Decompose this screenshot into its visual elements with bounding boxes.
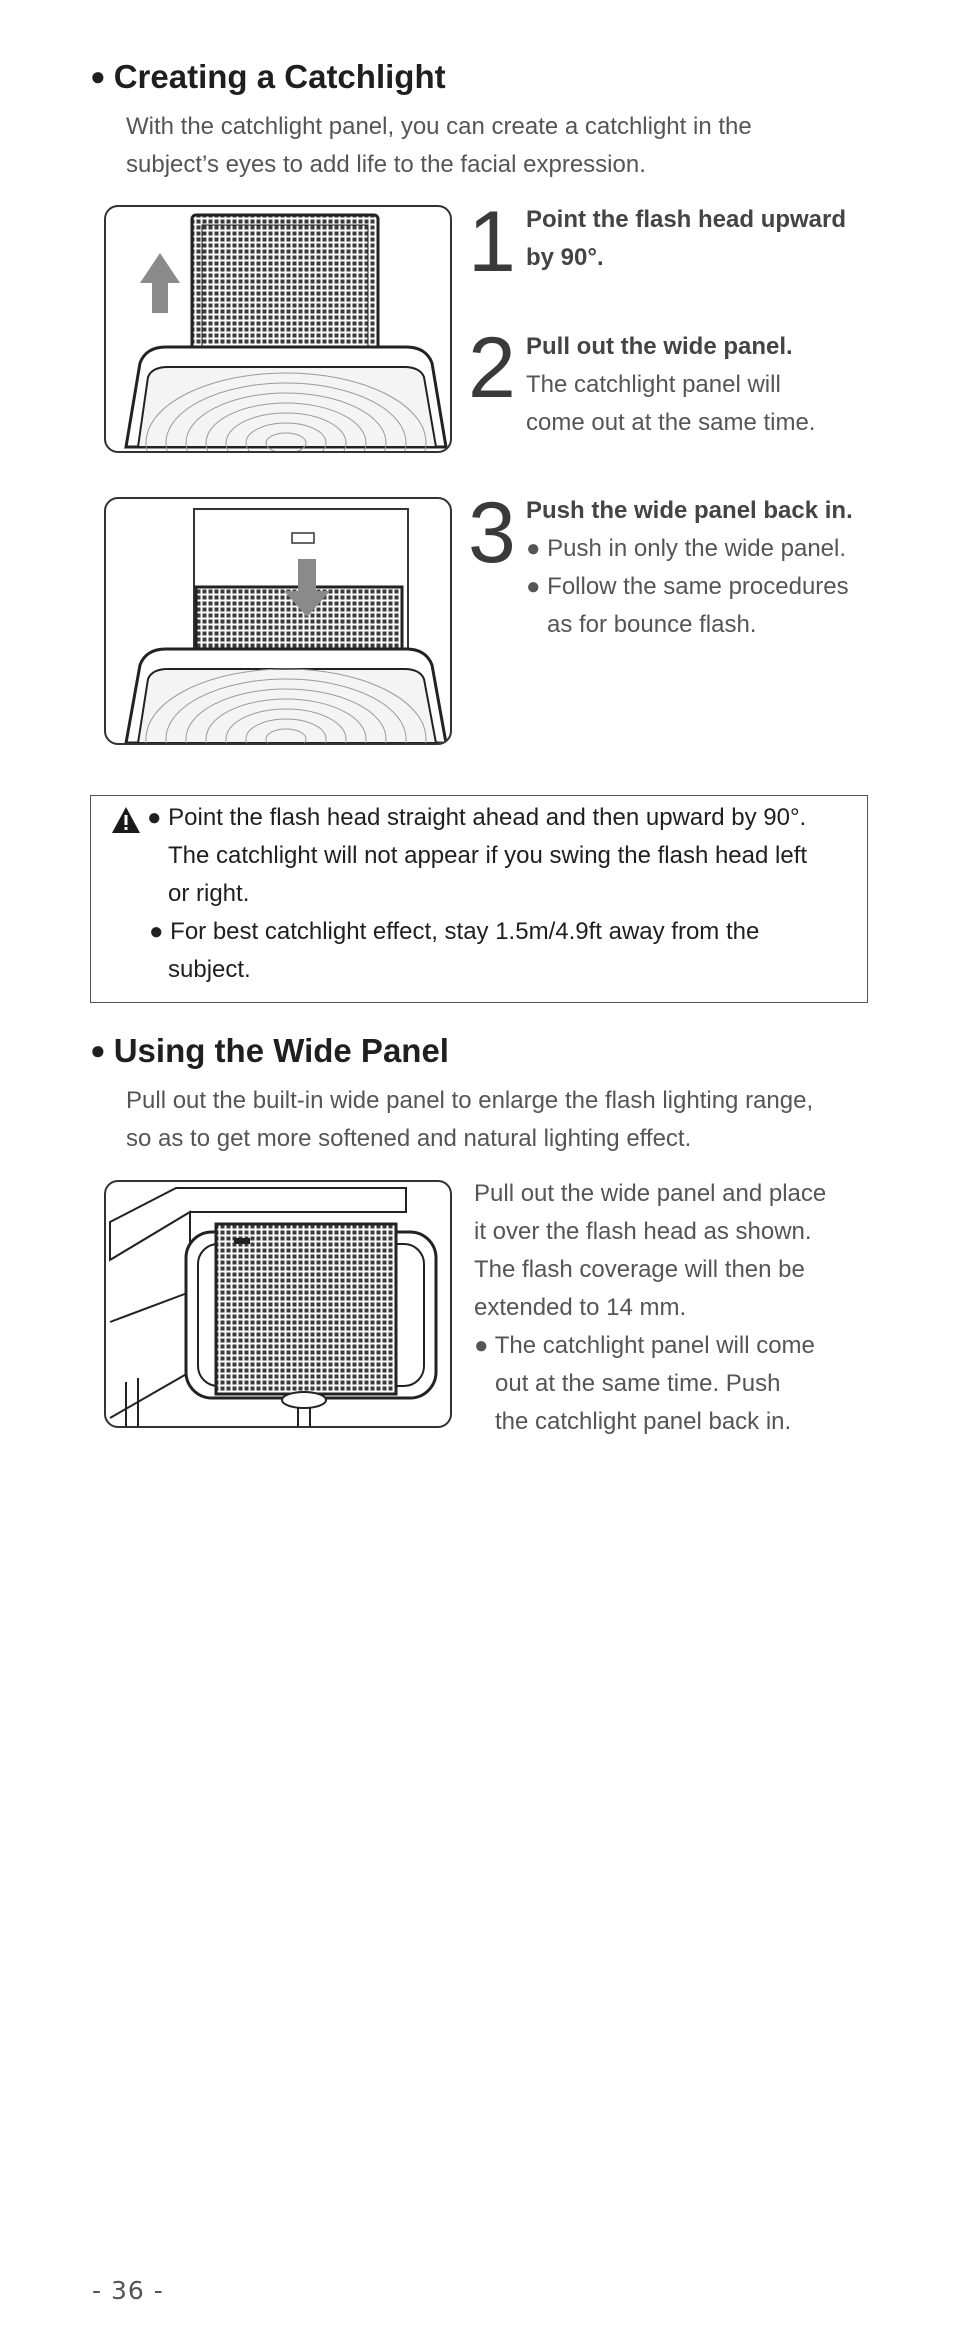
step-3-bullet-continuation: as for bounce flash. (547, 611, 757, 638)
figure-flash-panel-out (104, 205, 452, 453)
warning-line: ● Point the flash head straight ahead and then upward by 90°. (147, 804, 807, 831)
catchlight-intro (126, 108, 906, 184)
warning-line: ● For best catchlight effect, stay 1.5m/4.9ft away from the (149, 918, 760, 945)
wide-panel-text-line: it over the flash head as shown. (474, 1218, 812, 1245)
catchlight-intro-line: subject’s eyes to add life to the facial expression. (126, 151, 646, 178)
step-3-heading: Push the wide panel back in. (526, 497, 853, 524)
wide-panel-title-text: Using the Wide Panel (113, 1032, 449, 1069)
step-2-line: The catchlight panel will (526, 371, 781, 398)
wide-panel-intro-line: so as to get more softened and natural lighting effect. (126, 1125, 692, 1152)
wide-panel-bullet-line: ● The catchlight panel will come (474, 1332, 815, 1359)
catchlight-intro-line: With the catchlight panel, you can create a catchlight in the (126, 113, 752, 140)
wide-panel-push-in-illustration (106, 499, 450, 743)
warning-item-1 (147, 799, 857, 913)
wide-panel-text-line: Pull out the wide panel and place (474, 1180, 827, 1207)
figure-wide-panel-over-flash (104, 1180, 452, 1428)
step-2-line: come out at the same time. (526, 409, 816, 436)
wide-panel-bullet-line: the catchlight panel back in. (495, 1408, 792, 1435)
warning-line: or right. (168, 880, 250, 907)
wide-panel-over-flash-illustration (106, 1182, 450, 1426)
up-arrow-icon (140, 253, 180, 313)
section-bullet: ● (90, 61, 106, 91)
flash-panel-out-illustration (106, 207, 450, 451)
step-number-2: 2 (468, 320, 516, 416)
wide-panel-section-title (90, 1030, 449, 1071)
warning-box (90, 795, 868, 1003)
wide-panel-intro-line: Pull out the built-in wide panel to enlarge the flash lighting range, (126, 1087, 814, 1114)
wide-panel-intro (126, 1082, 926, 1158)
warning-line: The catchlight will not appear if you swing the flash head left (168, 842, 808, 869)
step-2-heading: Pull out the wide panel. (526, 333, 793, 360)
wide-panel-bullet-line: out at the same time. Push (495, 1370, 781, 1397)
catchlight-title-text: Creating a Catchlight (113, 58, 446, 95)
catchlight-section-title (90, 56, 446, 97)
warning-triangle-icon (111, 806, 141, 834)
wide-panel-text-line: The flash coverage will then be (474, 1256, 805, 1283)
warning-line: subject. (168, 956, 251, 983)
step-1-line: by 90°. (526, 244, 604, 271)
section-bullet: ● (90, 1035, 106, 1065)
step-3-bullet: ● Follow the same procedures (526, 573, 849, 600)
step-1-text (526, 201, 926, 277)
figure-wide-panel-push-in (104, 497, 452, 745)
step-1-line: Point the flash head upward (526, 206, 847, 233)
step-number-3: 3 (468, 485, 516, 581)
step-3-text (526, 492, 936, 644)
step-2-text (526, 328, 926, 442)
page-number: - 36 - (92, 2276, 164, 2305)
wide-panel-text-line: extended to 14 mm. (474, 1294, 687, 1321)
warning-item-2 (149, 913, 859, 989)
wide-panel-instructions (474, 1175, 934, 1441)
step-number-1: 1 (468, 194, 516, 290)
step-3-bullet: ● Push in only the wide panel. (526, 535, 847, 562)
